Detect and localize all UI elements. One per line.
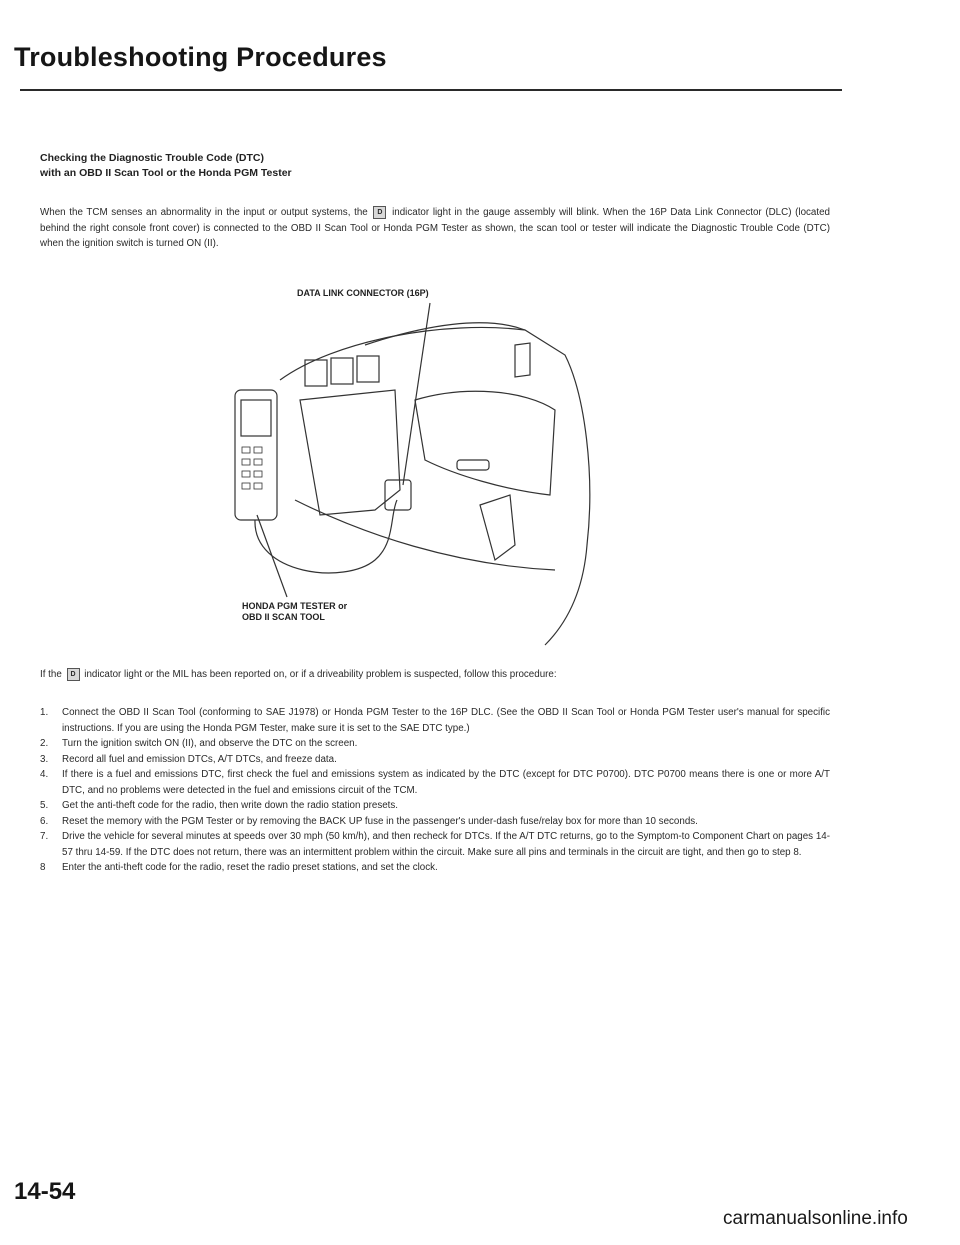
condition-text-before: If the (40, 669, 62, 680)
section-heading (40, 151, 830, 181)
dlc-connector (385, 480, 411, 510)
step-number: 1. (40, 707, 49, 718)
page-title: Troubleshooting Procedures (14, 42, 387, 72)
dlc-connection-figure (225, 285, 625, 655)
label-pgm-tester-line2: OBD II SCAN TOOL (242, 612, 325, 622)
procedure-step (40, 752, 830, 768)
step-number: 3. (40, 753, 49, 765)
page-number: 14-54 (14, 1178, 76, 1205)
dash-top-edge (365, 323, 525, 345)
step-number: 5. (40, 800, 49, 811)
vent-center-left (331, 358, 353, 384)
step-number: 7. (40, 831, 49, 842)
label-data-link-connector: DATA LINK CONNECTOR (16P) (297, 288, 429, 298)
vent-right (515, 343, 530, 377)
section-heading-line1: Checking the Diagnostic Trouble Code (DTC) (40, 152, 265, 164)
step-number: 2. (40, 738, 49, 749)
step-number: 6. (40, 815, 49, 827)
step-number: 8 (40, 862, 46, 873)
step-text: Drive the vehicle for several minutes at speeds over 30 mph (50 km/h), and then recheck for DTCs. If the A/T DTC returns, go to the Symptom-to Component Chart on pages 14-57 thru 14-59. If the DTC does not return, there was an intermittent problem within the circuit. Make sure all pins and terminals in the circuit are tight, and then go to step 8. (62, 831, 830, 858)
step-text: Turn the ignition switch ON (II), and observe the DTC on the screen. (62, 738, 358, 749)
step-text: Enter the anti-theft code for the radio, reset the radio preset stations, and set the clock. (62, 862, 438, 873)
title-divider (20, 89, 842, 91)
scan-tool-screen (241, 400, 271, 436)
intro-paragraph (40, 205, 830, 252)
label-pgm-tester-line1: HONDA PGM TESTER or (242, 601, 348, 611)
scan-tool-keypad (242, 447, 262, 489)
procedure-step (40, 767, 830, 798)
intro-text-after: indicator light in the gauge assembly will blink. When the 16P Data Link Connector (DLC) (located behind the right console front cover) is connected to the OBD II Scan Tool or Honda PGM Tester as shown, the scan tool or tester will indicate the Diagnostic Trouble Code (DTC) when the ignition switch is turned ON (II). (40, 207, 830, 249)
procedure-step (40, 736, 830, 752)
d-indicator-icon: D (373, 206, 386, 219)
vent-left (305, 360, 327, 386)
procedure-step (40, 814, 830, 830)
step-text: If there is a fuel and emissions DTC, first check the fuel and emissions system as indicated by the DTC (except for DTC P0700). DTC P0700 means there is one or more A/T DTC, and no problems were detected in the fuel and emissions circuit of the TCM. (62, 769, 830, 796)
kick-panel (480, 495, 515, 560)
vent-center-right (357, 356, 379, 382)
procedure-step (40, 829, 830, 860)
procedure-step (40, 798, 830, 814)
watermark-text: carmanualsonline.info (723, 1208, 908, 1229)
procedure-step (40, 860, 830, 876)
step-text: Get the anti-theft code for the radio, then write down the radio station presets. (62, 800, 399, 811)
condition-text-after: indicator light or the MIL has been reported on, or if a driveability problem is suspected, follow this procedure: (84, 669, 557, 680)
step-text: Connect the OBD II Scan Tool (conforming to SAE J1978) or Honda PGM Tester to the 16P DLC. (See the OBD II Scan Tool or Honda PGM Tester user's manual for specific instructions. If you are using the Honda PGM Tester, make sure it is set to the SAE DTC type.) (62, 707, 830, 734)
intro-text-before: When the TCM senses an abnormality in the input or output systems, the (40, 207, 368, 218)
condition-paragraph (40, 667, 830, 683)
glovebox (415, 391, 555, 495)
step-text: Reset the memory with the PGM Tester or by removing the BACK UP fuse in the passenger's under-dash fuse/relay box for more than 10 seconds. (62, 815, 698, 827)
dash-lower-edge (295, 500, 555, 570)
procedure-steps (40, 705, 830, 876)
d-indicator-icon: D (67, 668, 80, 681)
step-number: 4. (40, 769, 49, 780)
step-text: Record all fuel and emission DTCs, A/T DTCs, and freeze data. (62, 753, 337, 765)
glovebox-handle (457, 460, 489, 470)
leader-line-tool (257, 515, 287, 597)
procedure-step (40, 705, 830, 736)
section-heading-line2: with an OBD II Scan Tool or the Honda PGM Tester (40, 167, 292, 179)
scan-tool-cable (255, 500, 397, 573)
dashboard-illustration (225, 285, 625, 655)
